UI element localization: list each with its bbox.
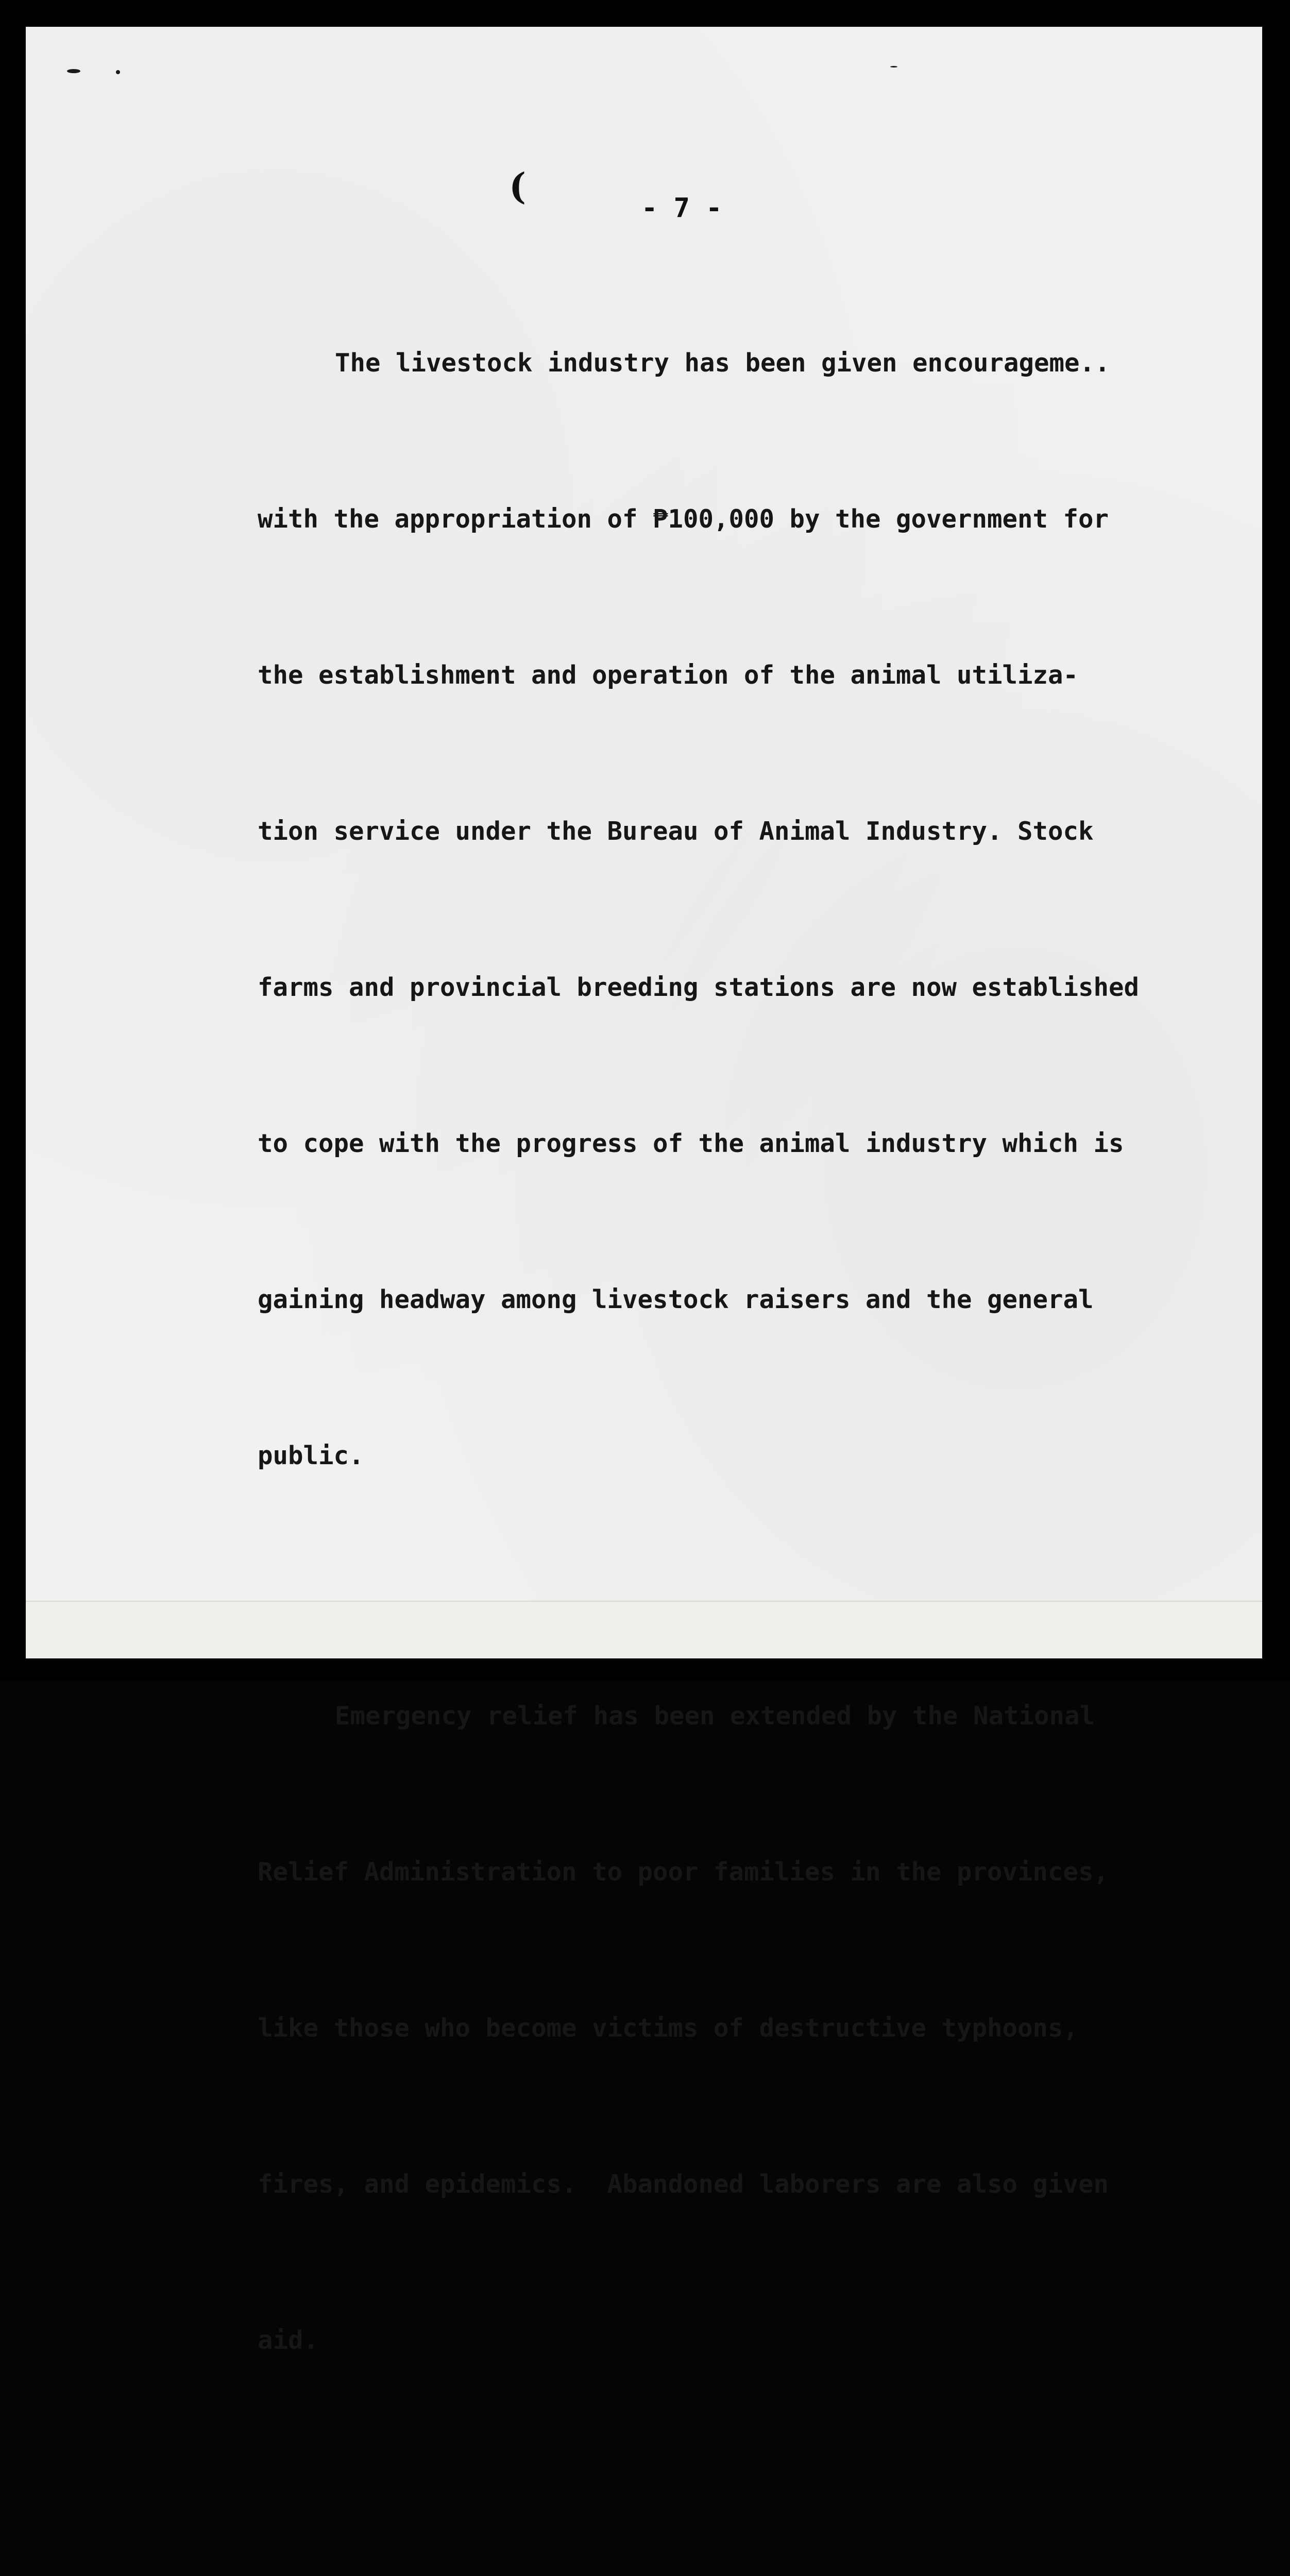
ink-speck bbox=[67, 69, 80, 73]
text-line: Emergency relief has been extended by the National bbox=[335, 1701, 1095, 1731]
text-line: public. bbox=[258, 1441, 364, 1470]
text-line: fires, and epidemics. Abandoned laborers are also given bbox=[258, 2170, 1109, 2199]
text-line: farms and provincial breeding stations are now established bbox=[258, 973, 1140, 1002]
ink-speck bbox=[890, 66, 897, 67]
page-number: - 7 - bbox=[641, 193, 722, 224]
body-text bbox=[258, 233, 1226, 2576]
text-line: to cope with the progress of the animal industry which is bbox=[258, 1129, 1124, 1158]
text-line: like those who become victims of destructive typhoons, bbox=[258, 2013, 1079, 2043]
text-line: The livestock industry has been given encourageme.. bbox=[335, 348, 1110, 378]
text-line: tion service under the Bureau of Animal Industry. Stock bbox=[258, 817, 1094, 846]
scan-bottom-strip bbox=[26, 1601, 1262, 1658]
document-page bbox=[26, 27, 1262, 2355]
paragraph-estate bbox=[258, 2470, 1226, 2576]
text-line: the establishment and operation of the animal utiliza- bbox=[258, 660, 1079, 690]
text-line: Relief Administration to poor families in the provinces, bbox=[258, 1857, 1109, 1887]
paragraph-livestock bbox=[258, 233, 1226, 1586]
paragraph-relief bbox=[258, 1586, 1226, 2470]
text-line: with the appropriation of ₱100,000 by the government for bbox=[258, 504, 1109, 534]
margin-mark: ( bbox=[509, 165, 527, 208]
ink-speck bbox=[116, 70, 120, 74]
text-line: gaining headway among livestock raisers and the general bbox=[258, 1285, 1094, 1314]
text-line: aid. bbox=[258, 2326, 319, 2355]
